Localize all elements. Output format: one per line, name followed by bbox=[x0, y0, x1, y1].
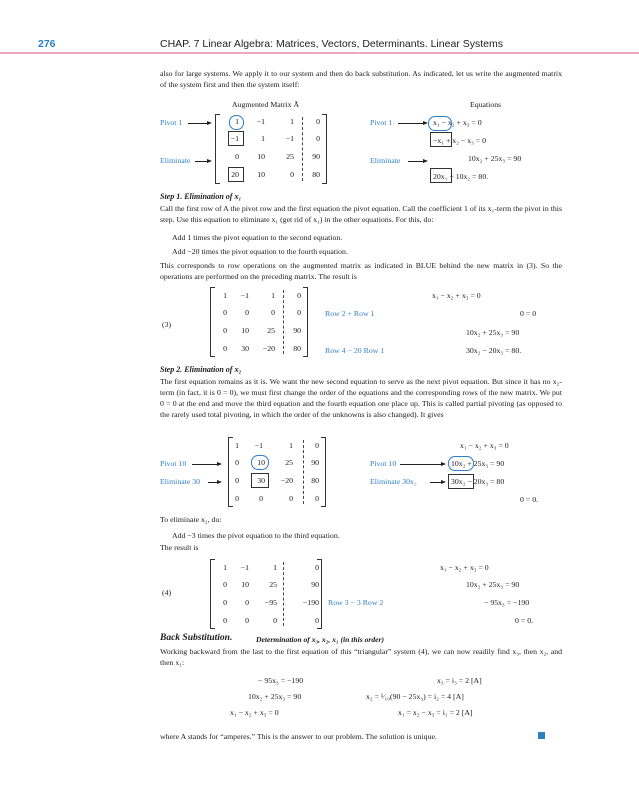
back-sub-text: Working backward from the last to the first equation of this “triangular” system (4), we can now readily find x₃, then x₂, and then x₁: bbox=[160, 647, 562, 667]
cell: 20 bbox=[231, 170, 239, 179]
equation: 0 = 0. bbox=[515, 616, 534, 625]
cell: −1 bbox=[285, 134, 294, 143]
cell: 10 bbox=[241, 580, 249, 589]
cell: 1 bbox=[290, 117, 294, 126]
equation: 10x₂ + 25x₃ = 90 bbox=[451, 459, 505, 468]
label-pivot10: Pivot 10 bbox=[160, 459, 187, 468]
cell: 25 bbox=[269, 580, 277, 589]
cell: −190 bbox=[302, 598, 319, 607]
matrix-2 bbox=[228, 438, 326, 506]
equations-title: Equations bbox=[470, 100, 502, 109]
cell: −1 bbox=[240, 563, 249, 572]
equation: − 95x₃ = −190 bbox=[484, 598, 530, 607]
cell: 0 bbox=[223, 616, 227, 625]
label-eliminate: Eliminate bbox=[160, 156, 191, 165]
cell: 0 bbox=[290, 170, 294, 179]
equation: 0 = 0 bbox=[520, 309, 537, 318]
step2-heading: Step 2. Elimination of x₂ bbox=[160, 365, 242, 374]
step1-text: Call the first row of A the pivot row and the first equation the pivot equation. Call the coefficient 1 of its x₁-term the pivot in this step. Use this equation to eliminate x₁ (get rid of x₁) in the other equations. For this, do: bbox=[160, 204, 562, 224]
equation: 30x₂ − 20x₃ = 80. bbox=[466, 346, 522, 355]
step2-text: The first equation remains as it is. We want the new second equation to serve as the next pivot equation. But since it has no x₂-term (in fact, it is 0 = 0), we must first change the order of the equations and the corresponding rows of the new matrix. We put 0 = 0 at the end and move the third equation and the fourth equation one place up. This is called partial pivoting (as opposed to the rarely used total pivoting, in which the order of the unknowns is also changed). It gives bbox=[160, 377, 562, 419]
step1-text2: This corresponds to row operations on the augmented matrix as indicated in BLUE behind the new matrix in (3). So the operations are performed on the preceding matrix. The result is bbox=[160, 261, 562, 281]
elim-x2-op: Add −3 times the pivot equation to the third equation. bbox=[172, 531, 340, 540]
cell: 1 bbox=[289, 441, 293, 450]
cell: 0 bbox=[273, 616, 277, 625]
back-sub-subheading: Determination of x₃, x₂, x₁ (in this order) bbox=[256, 635, 384, 644]
label-eliminate30: Eliminate 30 bbox=[160, 477, 201, 486]
cell: 0 bbox=[235, 458, 239, 467]
row-op: Row 4 − 20 Row 1 bbox=[325, 346, 385, 355]
cell: 0 bbox=[223, 308, 227, 317]
arrow bbox=[398, 123, 426, 124]
cell: 90 bbox=[311, 458, 319, 467]
cell: 25 bbox=[267, 326, 275, 335]
matrix-title: Augmented Matrix Ã bbox=[232, 100, 300, 109]
equation: x₁ − x₂ + x₃ = 0 bbox=[433, 118, 482, 127]
cell: 80 bbox=[293, 344, 301, 353]
cell: 0 bbox=[235, 494, 239, 503]
elim-x2-intro: To eliminate x₂, do: bbox=[160, 515, 222, 524]
cell: 0 bbox=[297, 308, 301, 317]
cell: 0 bbox=[223, 598, 227, 607]
cell: 0 bbox=[223, 326, 227, 335]
matrix-3 bbox=[210, 288, 308, 356]
label-pivot1: Pivot 1 bbox=[160, 118, 183, 127]
cell: 0 bbox=[235, 152, 239, 161]
cell: 30 bbox=[257, 476, 265, 485]
arrow bbox=[430, 482, 444, 483]
cell: 1 bbox=[223, 563, 227, 572]
arrow bbox=[188, 123, 210, 124]
intro-text: also for large systems. We apply it to our system and then do back substitution. As indicated, let us write the augmented matrix of the system first and then the system itself: bbox=[160, 69, 562, 89]
equation: 10x₂ + 25x₃ = 90 bbox=[466, 580, 520, 589]
label-pivot1-eq: Pivot 1 bbox=[370, 118, 393, 127]
back-sub-equations bbox=[0, 672, 639, 722]
cell: −1 bbox=[230, 134, 239, 143]
equation: 10x₂ + 25x₃ = 90 bbox=[248, 692, 302, 701]
cell: 90 bbox=[311, 580, 319, 589]
cell: 0 bbox=[316, 117, 320, 126]
label-eliminate30-eq: Eliminate 30x₂ bbox=[370, 477, 417, 486]
final-text: where A stands for “amperes.” This is the answer to our problem. The solution is unique. bbox=[160, 732, 437, 741]
equation-number: (4) bbox=[162, 588, 172, 597]
cell: −1 bbox=[240, 291, 249, 300]
cell: 1 bbox=[273, 563, 277, 572]
cell: 0 bbox=[289, 494, 293, 503]
equation: x₁ − x₂ + x₃ = 0 bbox=[230, 708, 279, 717]
matrix-4 bbox=[210, 560, 322, 628]
end-of-example-icon bbox=[538, 732, 545, 739]
cell: 25 bbox=[286, 152, 294, 161]
cell: 80 bbox=[312, 170, 320, 179]
cell: 0 bbox=[315, 441, 319, 450]
equation: 30x₂ − 20x₃ = 80 bbox=[451, 477, 505, 486]
cell: 90 bbox=[293, 326, 301, 335]
matrix-a bbox=[215, 115, 327, 183]
cell: 0 bbox=[315, 494, 319, 503]
step1-heading: Step 1. Elimination of x₁ bbox=[160, 192, 242, 201]
cell: 0 bbox=[235, 476, 239, 485]
equation-number: (3) bbox=[162, 320, 172, 329]
cell: 0 bbox=[271, 308, 275, 317]
block-pivot10 bbox=[0, 438, 639, 508]
equation: − 95x₃ = −190 bbox=[258, 676, 304, 685]
equation: 10x₂ + 25x₃ = 90 bbox=[466, 328, 520, 337]
header-rule bbox=[0, 52, 639, 54]
cell: −20 bbox=[280, 476, 293, 485]
solution: x₃ = i₃ = 2 [A] bbox=[437, 676, 482, 685]
block-augmented-matrix bbox=[0, 96, 639, 186]
row-op: Row 2 + Row 1 bbox=[325, 309, 375, 318]
label-pivot10-eq: Pivot 10 bbox=[370, 459, 397, 468]
cell: 90 bbox=[312, 152, 320, 161]
cell: −1 bbox=[254, 441, 263, 450]
step1-op1: Add 1 times the pivot equation to the second equation. bbox=[172, 233, 343, 242]
cell: 1 bbox=[223, 291, 227, 300]
chapter-title: CHAP. 7 Linear Algebra: Matrices, Vectors, Determinants. Linear Systems bbox=[160, 38, 503, 50]
cell: 0 bbox=[223, 344, 227, 353]
equation: x₁ − x₂ + x₃ = 0 bbox=[432, 291, 481, 300]
cell: −95 bbox=[264, 598, 277, 607]
cell: 0 bbox=[315, 563, 319, 572]
cell: 1 bbox=[235, 441, 239, 450]
cell: 1 bbox=[271, 291, 275, 300]
step1-op2: Add −20 times the pivot equation to the fourth equation. bbox=[172, 247, 348, 256]
cell: −20 bbox=[262, 344, 275, 353]
cell: 0 bbox=[297, 291, 301, 300]
block-eq4 bbox=[0, 560, 639, 630]
arrow bbox=[195, 161, 210, 162]
cell: 1 bbox=[235, 117, 239, 126]
cell: 80 bbox=[311, 476, 319, 485]
cell: 0 bbox=[245, 616, 249, 625]
block-eq3 bbox=[0, 288, 639, 358]
cell: 0 bbox=[245, 598, 249, 607]
page-number: 276 bbox=[38, 38, 56, 50]
cell: 30 bbox=[241, 344, 249, 353]
cell: 0 bbox=[259, 494, 263, 503]
cell: 1 bbox=[261, 134, 265, 143]
cell: 0 bbox=[316, 134, 320, 143]
cell: 10 bbox=[257, 152, 265, 161]
back-sub-heading: Back Substitution. bbox=[160, 633, 233, 643]
cell: 10 bbox=[241, 326, 249, 335]
cell: 0 bbox=[245, 308, 249, 317]
equation: 0 = 0. bbox=[520, 495, 539, 504]
augment-divider bbox=[283, 562, 284, 626]
cell: 10 bbox=[257, 458, 265, 467]
row-op: Row 3 − 3 Row 2 bbox=[328, 598, 384, 607]
solution: x₁ = x₂ − x₃ = i₁ = 2 [A] bbox=[398, 708, 473, 717]
cell: 0 bbox=[223, 580, 227, 589]
cell: 10 bbox=[257, 170, 265, 179]
cell: 25 bbox=[285, 458, 293, 467]
equation: x₁ − x₂ + x₃ = 0 bbox=[460, 441, 509, 450]
equation: −x₁ + x₂ − x₃ = 0 bbox=[433, 136, 487, 145]
cell: 0 bbox=[315, 616, 319, 625]
solution: x₂ = ¹⁄₁₀(90 − 25x₃) = i₂ = 4 [A] bbox=[366, 692, 464, 701]
label-eliminate-eq: Eliminate bbox=[370, 156, 401, 165]
result-label: The result is bbox=[160, 543, 199, 552]
cell: −1 bbox=[256, 117, 265, 126]
equation: x₁ − x₂ + x₃ = 0 bbox=[440, 563, 489, 572]
equation: 20x₁ + 10x₂ = 80. bbox=[433, 172, 489, 181]
arrow bbox=[408, 161, 426, 162]
arrow bbox=[400, 464, 444, 465]
equation: 10x₂ + 25x₃ = 90 bbox=[468, 154, 522, 163]
